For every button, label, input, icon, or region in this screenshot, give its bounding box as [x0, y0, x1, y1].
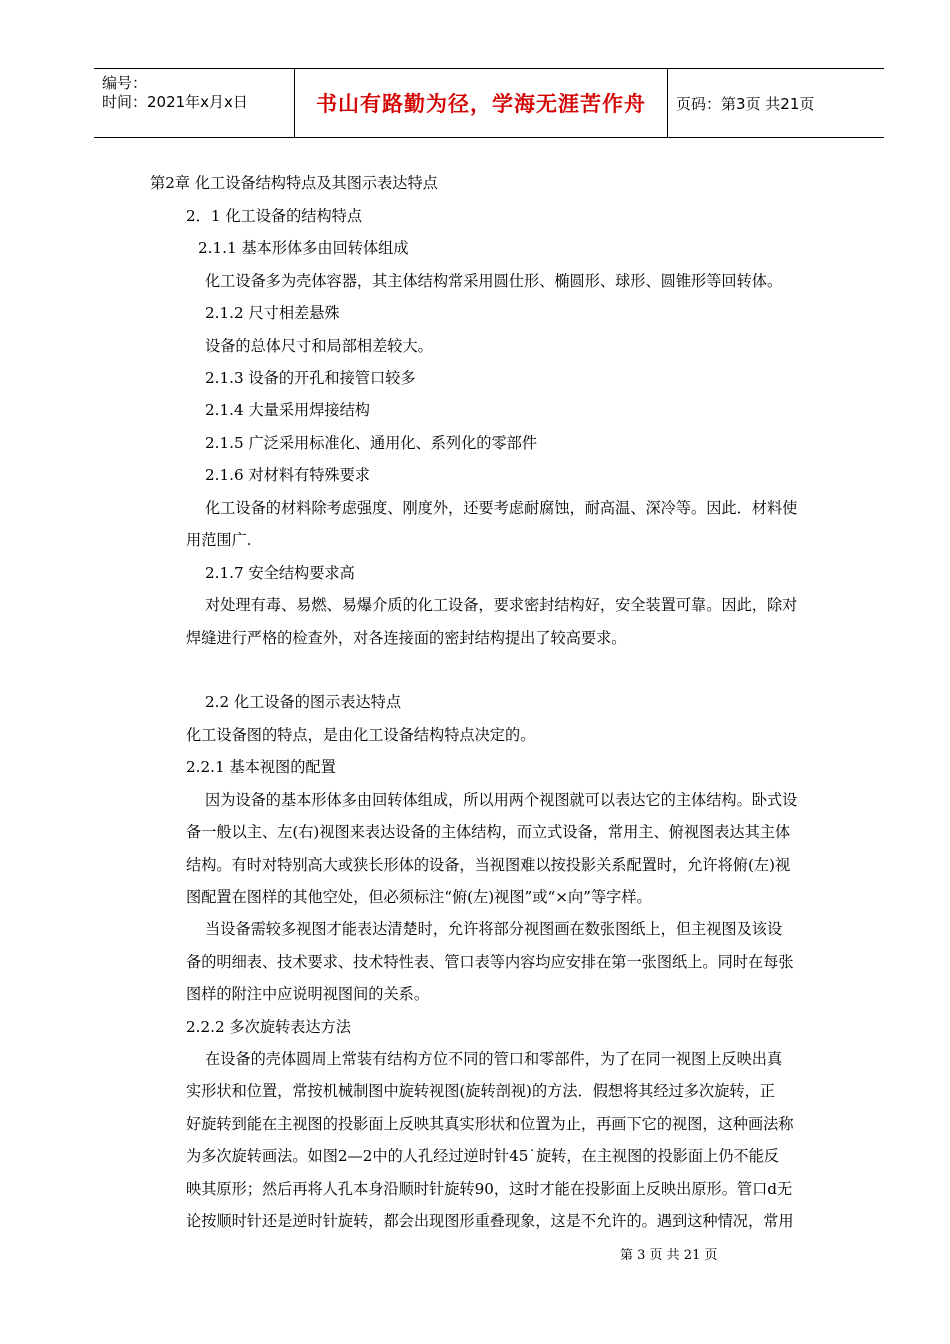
chapter-title: 第2章 化工设备结构特点及其图示表达特点	[150, 174, 438, 192]
motto-text: 书山有路勤为径，学海无涯苦作舟	[316, 92, 646, 116]
section-heading: 2.2 化工设备的图示表达特点	[205, 693, 402, 711]
time-label: 时间：2021年x月x日	[102, 93, 248, 111]
page-header-table	[94, 68, 884, 138]
subsection-heading: 2.1.5 广泛采用标准化、通用化、系列化的零部件	[205, 434, 538, 452]
paragraph-line: 对处理有毒、易燃、易爆介质的化工设备，要求密封结构好，安全装置可靠。因此，除对	[205, 596, 798, 614]
paragraph-line: 为多次旋转画法。如图2—2中的人孔经过逆时针45˙旋转，在主视图的投影面上仍不能反	[186, 1147, 779, 1165]
subsection-heading: 2.2.1 基本视图的配置	[186, 758, 336, 776]
header-page-cell	[668, 69, 884, 137]
paragraph-line: 备的明细表、技术要求、技术特性表、管口表等内容均应安排在第一张图纸上。同时在每张	[186, 953, 794, 971]
subsection-heading: 2.1.7 安全结构要求高	[205, 564, 355, 582]
paragraph-line: 图配置在图样的其他空处，但必须标注“俯(左)视图”或“×向”等字样。	[186, 888, 652, 906]
paragraph-line: 实形状和位置，常按机械制图中旋转视图(旋转剖视)的方法．假想将其经过多次旋转，正	[186, 1082, 775, 1100]
subsection-heading: 2.1.2 尺寸相差悬殊	[205, 304, 340, 322]
subsection-heading: 2.1.1 基本形体多由回转体组成	[198, 239, 409, 257]
subsection-heading: 2.2.2 多次旋转表达方法	[186, 1018, 351, 1036]
paragraph-line: 用范围广.	[186, 531, 252, 549]
header-motto-cell	[295, 69, 668, 137]
paragraph-line: 论按顺时针还是逆时针旋转，都会出现图形重叠现象，这是不允许的。遇到这种情况，常用	[186, 1212, 794, 1230]
subsection-heading: 2.1.6 对材料有特殊要求	[205, 466, 370, 484]
paragraph-line: 好旋转到能在主视图的投影面上反映其真实形状和位置为止，再画下它的视图，这种画法称	[186, 1115, 794, 1133]
paragraph-line: 因为设备的基本形体多由回转体组成，所以用两个视图就可以表达它的主体结构。卧式设	[205, 791, 798, 809]
paragraph-line: 焊缝进行严格的检查外，对各连接面的密封结构提出了较高要求。	[186, 629, 627, 647]
paragraph-line: 当设备需较多视图才能表达清楚时，允许将部分视图画在数张图纸上，但主视图及该设	[205, 920, 783, 938]
paragraph-line: 结构。有时对特别高大或狭长形体的设备，当视图难以按投影关系配置时，允许将俯(左)视	[186, 856, 791, 874]
page-info: 页码：第3页 共21页	[676, 94, 815, 113]
paragraph-line: 化工设备图的特点，是由化工设备结构特点决定的。	[186, 726, 536, 744]
paragraph-line: 在设备的壳体圆周上常装有结构方位不同的管口和零部件，为了在同一视图上反映出真	[205, 1050, 783, 1068]
header-meta-cell	[94, 69, 295, 137]
subsection-heading: 2.1.3 设备的开孔和接管口较多	[205, 369, 416, 387]
section-heading: 2．1 化工设备的结构特点	[186, 207, 363, 225]
paragraph-line: 设备的总体尺寸和局部相差较大。	[205, 337, 433, 355]
paragraph-line: 图样的附注中应说明视图间的关系。	[186, 985, 429, 1003]
paragraph-line: 化工设备的材料除考虑强度、刚度外，还要考虑耐腐蚀，耐高温、深冷等。因此．材料使	[205, 499, 798, 517]
paragraph-line: 备一般以主、左(右)视图来表达设备的主体结构，而立式设备，常用主、俯视图表达其主体	[186, 823, 791, 841]
paragraph-line: 化工设备多为壳体容器，其主体结构常采用圆仕形、椭圆形、球形、圆锥形等回转体。	[205, 272, 783, 290]
paragraph-line: 映其原形；然后再将人孔本身沿顺时针旋转90，这时才能在投影面上反映出原形。管口d无	[186, 1180, 793, 1198]
subsection-heading: 2.1.4 大量采用焊接结构	[205, 401, 370, 419]
serial-number-label: 编号：	[102, 74, 148, 92]
page-footer: 第 3 页 共 21 页	[620, 1248, 718, 1263]
